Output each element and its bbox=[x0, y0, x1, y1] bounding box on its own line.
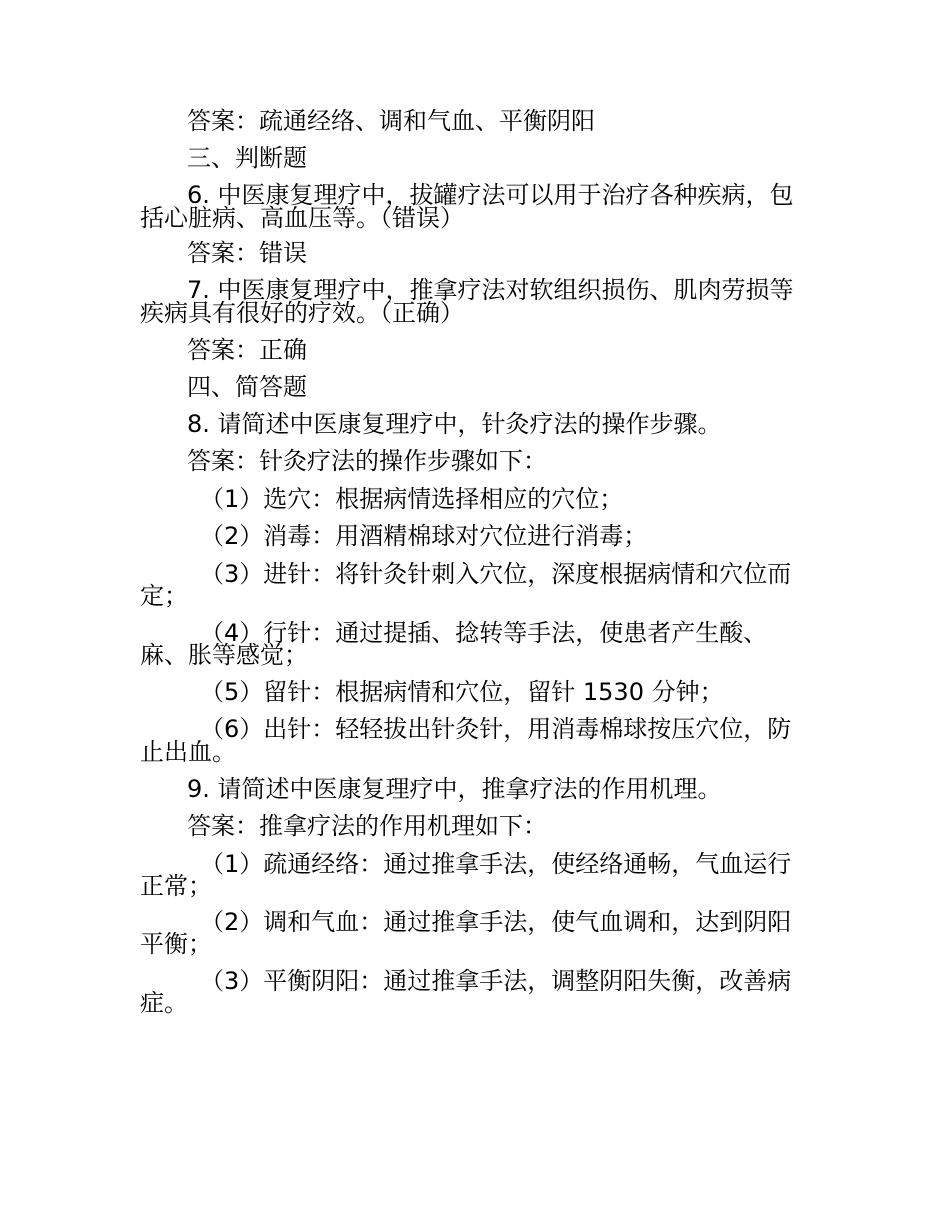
answer-9-item-2-line-1: （2）调和气血：通过推拿手法，使气血调和，达到阴阳 bbox=[200, 908, 792, 936]
answer-9-item-1-line-2: 正常； bbox=[140, 872, 212, 900]
answer-8-step-5: （5）留针：根据病情和穴位，留针 1530 分钟； bbox=[200, 678, 724, 706]
question-7-line-1: 7. 中医康复理疗中，推拿疗法对软组织损伤、肌肉劳损等 bbox=[187, 276, 794, 304]
question-6-line-1: 6. 中医康复理疗中，拔罐疗法可以用于治疗各种疾病，包 bbox=[187, 181, 794, 209]
section-title-short-answer: 四、简答题 bbox=[187, 373, 307, 401]
answer-8-step-6-line-1: （6）出针：轻轻拔出针灸针，用消毒棉球按压穴位，防 bbox=[200, 715, 792, 743]
answer-8-step-3-line-1: （3）进针：将针灸针刺入穴位，深度根据病情和穴位而 bbox=[200, 560, 792, 588]
question-9: 9. 请简述中医康复理疗中，推拿疗法的作用机理。 bbox=[187, 775, 722, 803]
section-title-judgement: 三、判断题 bbox=[187, 144, 307, 172]
question-6-line-2: 括心脏病、高血压等。（错误） bbox=[140, 204, 464, 232]
answer-8-step-4-line-2: 麻、胀等感觉； bbox=[140, 641, 308, 669]
answer-9-intro: 答案：推拿疗法的作用机理如下： bbox=[187, 812, 547, 840]
answer-8-step-2: （2）消毒：用酒精棉球对穴位进行消毒； bbox=[200, 522, 648, 550]
answer-8-intro: 答案：针灸疗法的操作步骤如下： bbox=[187, 447, 547, 475]
answer-9-item-3-line-1: （3）平衡阴阳：通过推拿手法，调整阴阳失衡，改善病 bbox=[200, 967, 792, 995]
answer-5: 答案：疏通经络、调和气血、平衡阴阳 bbox=[187, 107, 595, 135]
answer-8-step-6-line-2: 止出血。 bbox=[140, 738, 236, 766]
answer-9-item-3-line-2: 症。 bbox=[140, 989, 188, 1017]
answer-8-step-1: （1）选穴：根据病情选择相应的穴位； bbox=[200, 485, 624, 513]
answer-8-step-4-line-1: （4）行针：通过提插、捻转等手法，使患者产生酸、 bbox=[200, 619, 768, 647]
answer-8-step-3-line-2: 定； bbox=[140, 582, 188, 610]
question-8: 8. 请简述中医康复理疗中，针灸疗法的操作步骤。 bbox=[187, 410, 722, 438]
answer-9-item-1-line-1: （1）疏通经络：通过推拿手法，使经络通畅，气血运行 bbox=[200, 850, 792, 878]
question-7-line-2: 疾病具有很好的疗效。（正确） bbox=[140, 299, 464, 327]
answer-6: 答案：错误 bbox=[187, 239, 307, 267]
answer-7: 答案：正确 bbox=[187, 336, 307, 364]
answer-9-item-2-line-2: 平衡； bbox=[140, 930, 212, 958]
